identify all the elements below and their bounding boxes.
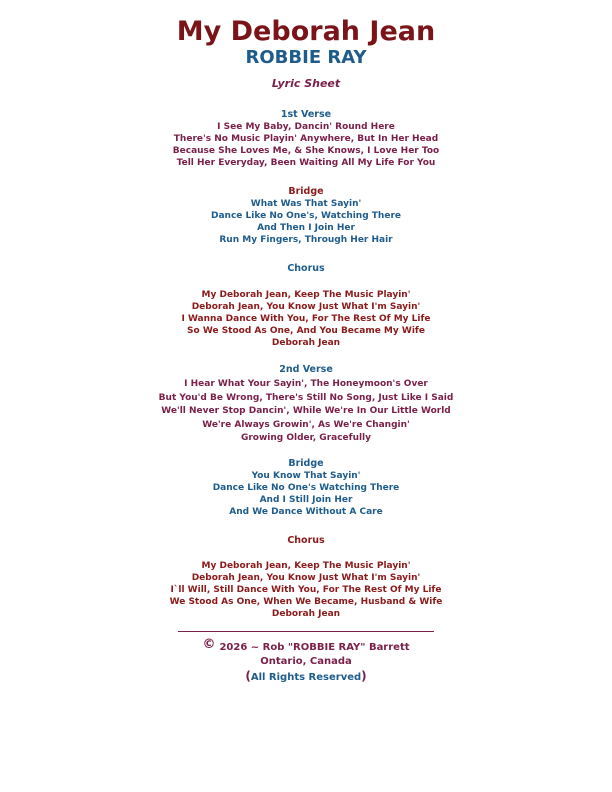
lyric-line: Because She Loves Me, & She Knows, I Love Her Too	[172, 146, 440, 156]
lyric-line: Dance Like No One's Watching There	[212, 483, 400, 493]
lyric-line: Dance Like No One's, Watching There	[211, 211, 401, 221]
lyric-line: Deborah Jean, You Know Just What I'm Sayin'	[191, 573, 421, 583]
lyric-line: I Hear What Your Sayin', The Honeymoon's Over	[184, 379, 428, 389]
chorus-2	[0, 534, 612, 547]
verse-2	[0, 363, 612, 446]
lyric-line: Tell Her Everyday, Been Waiting All My Life For You	[176, 158, 436, 168]
bridge-2	[0, 457, 612, 518]
bridge-1-heading: Bridge	[288, 186, 324, 197]
footer-divider	[178, 631, 434, 632]
lyric-line: But You'd Be Wrong, There's Still No Song, Just Like I Said	[158, 392, 454, 403]
footer	[0, 638, 612, 685]
lyric-line: And I Still Join Her	[259, 495, 353, 505]
rights-close-paren: )	[361, 669, 367, 683]
chorus-1-heading: Chorus	[287, 263, 325, 274]
lyric-line: I`ll Will, Still Dance With You, For The Rest Of My Life	[170, 585, 442, 595]
verse-1-heading: 1st Verse	[280, 109, 332, 120]
bridge-2-heading: Bridge	[288, 458, 324, 469]
chorus-2-lines	[0, 560, 612, 620]
lyric-line: We Stood As One, When We Became, Husband & Wife	[169, 597, 443, 607]
lyric-line: We'll Never Stop Dancin', While We're In Our Little World	[161, 406, 451, 416]
lyric-line: You Know That Sayin'	[251, 471, 361, 481]
rights-text: All Rights Reserved	[250, 672, 362, 683]
bridge-1	[0, 185, 612, 246]
lyric-line: My Deborah Jean, Keep The Music Playin'	[201, 561, 411, 571]
rights-open-paren: (	[245, 669, 251, 683]
lyric-line: There's No Music Playin' Anywhere, But In Her Head	[173, 134, 439, 144]
lyric-line: I See My Baby, Dancin' Round Here	[217, 122, 395, 132]
copyright-line	[0, 638, 612, 655]
lyric-line: And We Dance Without A Care	[229, 507, 383, 517]
artist-name: ROBBIE RAY	[245, 47, 367, 68]
lyric-line: Run My Fingers, Through Her Hair	[219, 235, 393, 245]
lyric-line: Deborah Jean	[271, 338, 341, 348]
chorus-2-heading: Chorus	[287, 535, 325, 546]
lyric-line: So We Stood As One, And You Became My Wife	[187, 326, 425, 336]
lyric-line: Growing Older, Gracefully	[240, 433, 372, 443]
lyric-line: What Was That Sayin'	[250, 199, 362, 209]
copyright-text: 2026 ~ Rob "ROBBIE RAY" Barrett	[219, 642, 410, 653]
chorus-1-lines	[0, 289, 612, 349]
lyric-line: We're Always Growin', As We're Changin'	[202, 419, 410, 430]
location-line: Ontario, Canada	[260, 656, 352, 667]
verse-2-heading: 2nd Verse	[279, 364, 333, 375]
rights-line	[0, 669, 612, 685]
verse-1	[0, 108, 612, 169]
lyric-line: And Then I Join Her	[257, 223, 355, 233]
copyright-icon: ©	[202, 637, 216, 652]
lyric-line: I Wanna Dance With You, For The Rest Of My Life	[181, 314, 431, 324]
chorus-1	[0, 262, 612, 275]
lyric-line: Deborah Jean, You Know Just What I'm Sayin'	[191, 302, 421, 312]
lyric-line: My Deborah Jean, Keep The Music Playin'	[201, 290, 411, 300]
song-title: My Deborah Jean	[176, 16, 436, 47]
lyric-line: Deborah Jean	[271, 609, 341, 619]
document-subtitle: Lyric Sheet	[271, 77, 341, 90]
